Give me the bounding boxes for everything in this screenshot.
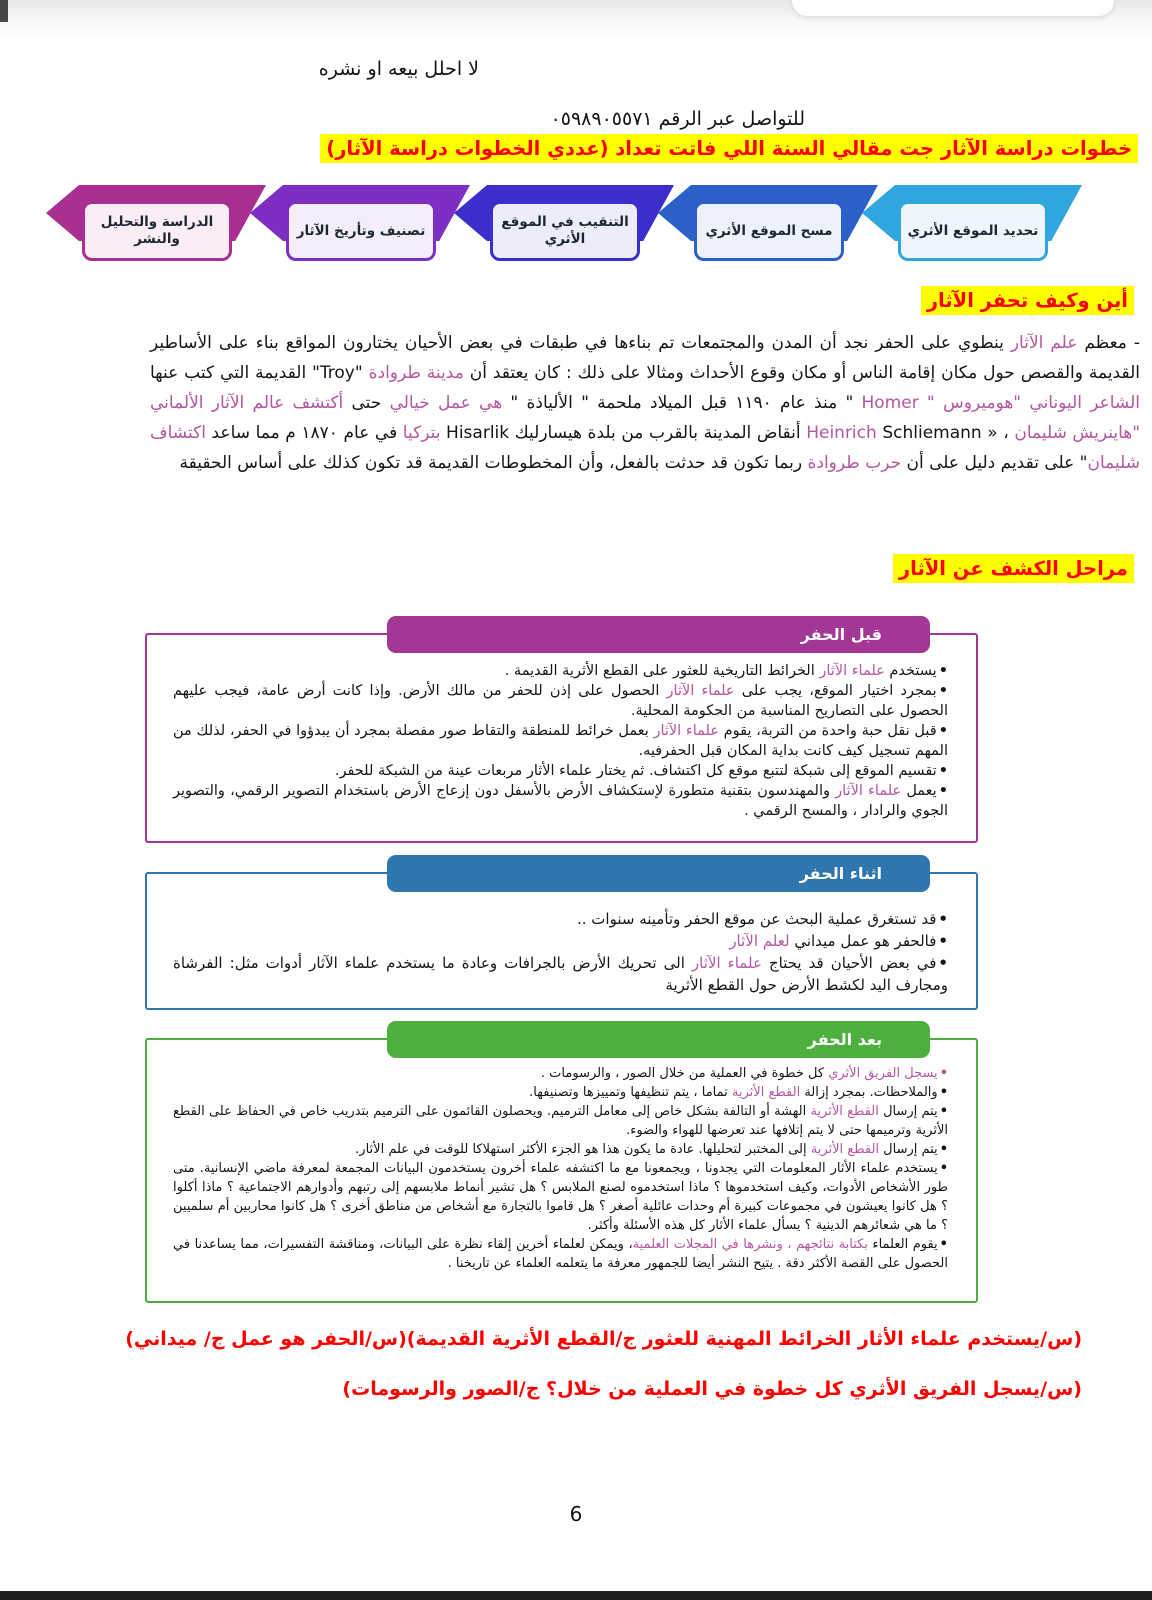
bullet-item <box>173 661 948 681</box>
text-segment: علماء الآثار <box>653 723 719 739</box>
text-segment: تماما ، يتم تنظيفها وتمييزها وتصنيفها. <box>529 1085 732 1100</box>
section-before-digging-body <box>147 635 976 831</box>
text-segment: يقوم العلماء <box>867 1237 938 1252</box>
bullet-item <box>173 1140 948 1159</box>
text-segment: أنقاض المدينة بالقرب من بلدة هيسارليك Hisarlik <box>440 423 801 443</box>
text-segment: Schliemann <box>800 423 982 443</box>
bullet-item <box>173 761 948 781</box>
bullet-marker: • <box>938 663 948 679</box>
section-after-digging <box>145 1030 978 1303</box>
flow-step <box>678 183 882 273</box>
text-segment: مدينة طروادة <box>368 363 464 383</box>
heading-stages <box>893 554 1134 583</box>
text-segment: بمجرد اختيار الموقع، يجب على <box>734 683 937 699</box>
text-segment: حتى <box>343 393 390 413</box>
text-segment: يستخدم علماء الأثار المعلومات التي يجدونا ، ويجمعونا مع ما اكتشفه علماء أخرون يستخدمون البيانات المجمعة لمعرفة ماضي الإنسانية. متى طور الأشخاص الأدوات، وكيف استخدموها ؟ ماذا استخدموه لصنع الملابس ؟ هل تشير أنماط ملابسهم إلى رتبهم وأدوارهم الاجتماعية ؟ ماذا أكلوا ؟ هل كانوا يعيشون في مجموعات كبيرة أم وحدات عائلية أصغر ؟ هل قاموا بالتجارة مع أشخاص من مناطق أخرى ؟ هل كانوا محاربين أم سلميين ؟ ما هي شعائرهم الدينية ؟ يسأل علماء الأثار كل هذه الأسئلة وأكثر. <box>173 1161 948 1233</box>
flow-step <box>66 183 270 273</box>
heading-where-how-highlight: أين وكيف تحفر الآثار <box>921 286 1134 315</box>
bullet-marker: • <box>939 1161 948 1176</box>
heading-where-how <box>921 286 1134 315</box>
bullet-marker: • <box>938 910 948 928</box>
text-segment: ، « <box>981 423 1015 443</box>
text-segment: حرب طروادة <box>807 453 902 473</box>
text-segment: القطع الأثرية <box>810 1142 880 1157</box>
steps-title-highlight: خطوات دراسة الآثار جت مقالي السنة اللي فاتت تعداد (عددي الخطوات دراسة الآثار) <box>320 134 1138 163</box>
text-segment: الخرائط التاريخية للعثور على القطع الأثرية القديمة . <box>504 663 820 679</box>
bullet-item <box>173 1235 948 1273</box>
section-after-digging-header: بعد الحفر <box>387 1021 930 1058</box>
flow-step <box>474 183 678 273</box>
text-segment: الشاعر اليوناني "هوميروس " Homer <box>861 393 1140 413</box>
text-segment: تقسيم الموقع إلى شبكة لتتبع موقع كل اكتشاف. ثم يختار علماء الأثار مربعات عينة من الشبكة للحفر. <box>334 763 937 779</box>
bullet-marker: • <box>938 954 948 972</box>
section-during-digging-header: اثناء الحفر <box>387 855 930 892</box>
bullet-marker: • <box>939 1237 948 1252</box>
text-segment: القطع الأثرية <box>810 1104 879 1119</box>
text-segment: والمهندسون بتقنية متطورة لإستكشاف الأرض بالأسفل دون إزعاج الأرض باستخدام التصوير الرقمي، والتصوير الجوي والرادار ، والمسح الرقمي . <box>173 783 948 819</box>
contact-text: للتواصل عبر الرقم ٠٥٩٨٩٠٥٥٧١ <box>550 108 805 130</box>
text-segment: اكتشاف شليمان <box>150 423 1140 473</box>
section-during-digging-body <box>147 874 976 1006</box>
text-segment: ، ويمكن لعلماء أخرين إلقاء نظرة على البيانات، ومناقشة التفسيرات، مما يساعدنا في الحصول على القصة الأكثر دقة . يتيح النشر أيضا للجمهور معرفة ما يتعلمه العلماء عن تاريخنا . <box>173 1237 948 1271</box>
bullet-marker: • <box>938 723 948 739</box>
text-segment: والملاحظات. بمجرد إزالة <box>800 1085 938 1100</box>
text-segment: يستخدم <box>884 663 937 679</box>
exam-question-2: (س/يسجل الفريق الأثري كل خطوة في العملية من خلال؟ ج/الصور والرسومات) <box>342 1378 1082 1400</box>
bullet-marker: • <box>939 1085 948 1100</box>
text-segment: علماء الآثار <box>691 954 762 972</box>
flow-step <box>882 183 1086 273</box>
intro-paragraph <box>150 328 1140 478</box>
flow-diagram <box>66 183 1086 275</box>
bullet-marker: • <box>939 1066 948 1081</box>
bullet-item <box>173 1159 948 1235</box>
text-segment: يتم إرسال <box>879 1142 938 1157</box>
section-after-digging-body <box>147 1040 976 1283</box>
text-segment: يتم إرسال <box>878 1104 938 1119</box>
text-segment: بكتابة نتائجهم ، ونشرها في المجلات العلمية <box>632 1237 868 1252</box>
bullet-marker: • <box>939 1142 948 1157</box>
steps-title <box>320 134 1138 163</box>
text-segment: الهشة أو التالفة بشكل خاص إلى معامل الترميم. ويحصلون القائمون على الترميم بتدريب خاص في الحفاظ على القطع الأثرية وترميمها حتى لا يتم إتلافها عند تعرضها للهواء والضوء. <box>173 1104 948 1138</box>
bullet-item <box>173 681 948 721</box>
bullet-item <box>173 1083 948 1102</box>
text-segment: لعلم الآثار <box>729 932 790 950</box>
text-segment: ربما تكون قد حدثت بالفعل، وأن المخطوطات القديمة قد تكون كذلك على أساس الحقيقة <box>179 453 808 473</box>
flow-step-label: التنقيب في الموقع الأثري <box>490 201 640 261</box>
flow-step-label: تحديد الموقع الأثري <box>898 201 1048 261</box>
text-segment: علم الآثار <box>1010 333 1078 353</box>
page-corner-mark <box>0 0 8 22</box>
bullet-marker: • <box>938 932 948 950</box>
page-number: 6 <box>569 1502 583 1526</box>
text-segment: قبل نقل حبة واحدة من التربة، يقوم <box>718 723 937 739</box>
bullet-item <box>173 1064 948 1083</box>
flow-step-label: تصنيف وتأريخ الآثار <box>286 201 436 261</box>
text-segment: بعمل خرائط للمنطقة والتقاط صور مفصلة بمجرد أن يبدؤوا في الحفر، لذلك من المهم تسجيل كيف كانت بداية المكان قبل الحفرفيه. <box>173 723 948 759</box>
text-segment: في بعض الأحيان قد يحتاج <box>761 954 937 972</box>
bullet-item <box>173 721 948 761</box>
bullet-item <box>173 1102 948 1140</box>
bullet-marker: • <box>938 763 948 779</box>
text-segment: Heinrich <box>806 423 877 443</box>
text-segment: كل خطوة في العملية من خلال الصور ، والرسومات . <box>540 1066 829 1081</box>
text-segment: الحصول على إذن للحفر من مالك الأرض. وإذا كانت أرض عامة، فيجب عليهم الحصول على التصاريح المناسبة من الحكومة المحلية. <box>173 683 948 719</box>
bullet-item <box>173 952 948 996</box>
text-segment: فالحفر هو عمل ميداني <box>789 932 937 950</box>
bullet-item <box>173 908 948 930</box>
text-segment: قد تستغرق عملية البحث عن موقع الحفر وتأمينه سنوات .. <box>577 910 937 928</box>
text-segment: في عام ١٨٧٠ م مما ساعد <box>205 423 403 443</box>
flow-step <box>270 183 474 273</box>
text-segment: القطع الأثرية <box>731 1085 801 1100</box>
section-during-digging <box>145 864 978 1010</box>
bullet-marker: • <box>938 683 949 699</box>
bullet-marker: • <box>939 1104 948 1119</box>
text-segment: إلى المختبر لتحليلها. عادة ما يكون هذا هو الجزء الأكثر استهلاكا للوقت في علم الأثار. <box>355 1142 811 1157</box>
text-segment: علماء الآثار <box>819 663 885 679</box>
bullet-item <box>173 930 948 952</box>
disclaimer-text: لا احلل بيعه او نشره <box>318 58 479 80</box>
floating-toolbar-pill <box>792 0 1114 16</box>
flow-step-label: مسح الموقع الأثري <box>694 201 844 261</box>
text-segment: يعمل <box>901 783 937 799</box>
text-segment: الى تحريك الأرض بالجرافات وعادة ما يستخدم علماء الآثار أدوات مثل: الفرشاة ومجارف اليد لكشط الأرض حول القطع الأثرية <box>173 954 948 994</box>
flow-step-label: الدراسة والتحليل والنشر <box>82 201 232 261</box>
text-segment: أكتشف عالم الآثار الألماني "هاينريش شليمان <box>150 393 1141 443</box>
page-bottom-edge <box>0 1591 1152 1600</box>
text-segment: " منذ عام ١١٩٠ قبل الميلاد ملحمة " الألياذة " <box>502 393 862 413</box>
heading-stages-highlight: مراحل الكشف عن الآثار <box>893 554 1134 583</box>
section-before-digging-header: قبل الحفر <box>387 616 930 653</box>
text-segment: " على تقديم دليل على أن <box>901 453 1088 473</box>
exam-question-1: (س/يستخدم علماء الأثار الخرائط المهنية للعثور ج/القطع الأثرية القديمة)(س/الحفر هو عمل ج/ ميداني) <box>125 1328 1082 1350</box>
text-segment: هي عمل خيالي <box>389 393 503 413</box>
text-segment: "Troy" القديمة التي كتب عنها <box>150 363 369 383</box>
section-before-digging <box>145 625 978 843</box>
text-segment: علماء الآثار <box>835 783 902 799</box>
bullet-marker: • <box>938 783 948 799</box>
text-segment: بتركيا <box>402 423 441 443</box>
text-segment: يسجل الفريق الأثري <box>828 1066 938 1081</box>
text-segment: ينطوي على الحفر نجد أن المدن والمجتمعات تم بناءها في طبقات في بعض الأحيان يختارون المواقع بناء على الأساطير القديمة والقصص حول مكان إقامة الناس أو مكان وقوع الأحداث ومثالا على ذلك : كان يعتقد أن <box>150 333 1140 383</box>
text-segment: - معظم <box>1077 333 1140 353</box>
text-segment: علماء الآثار <box>666 683 735 699</box>
bullet-item <box>173 781 948 821</box>
